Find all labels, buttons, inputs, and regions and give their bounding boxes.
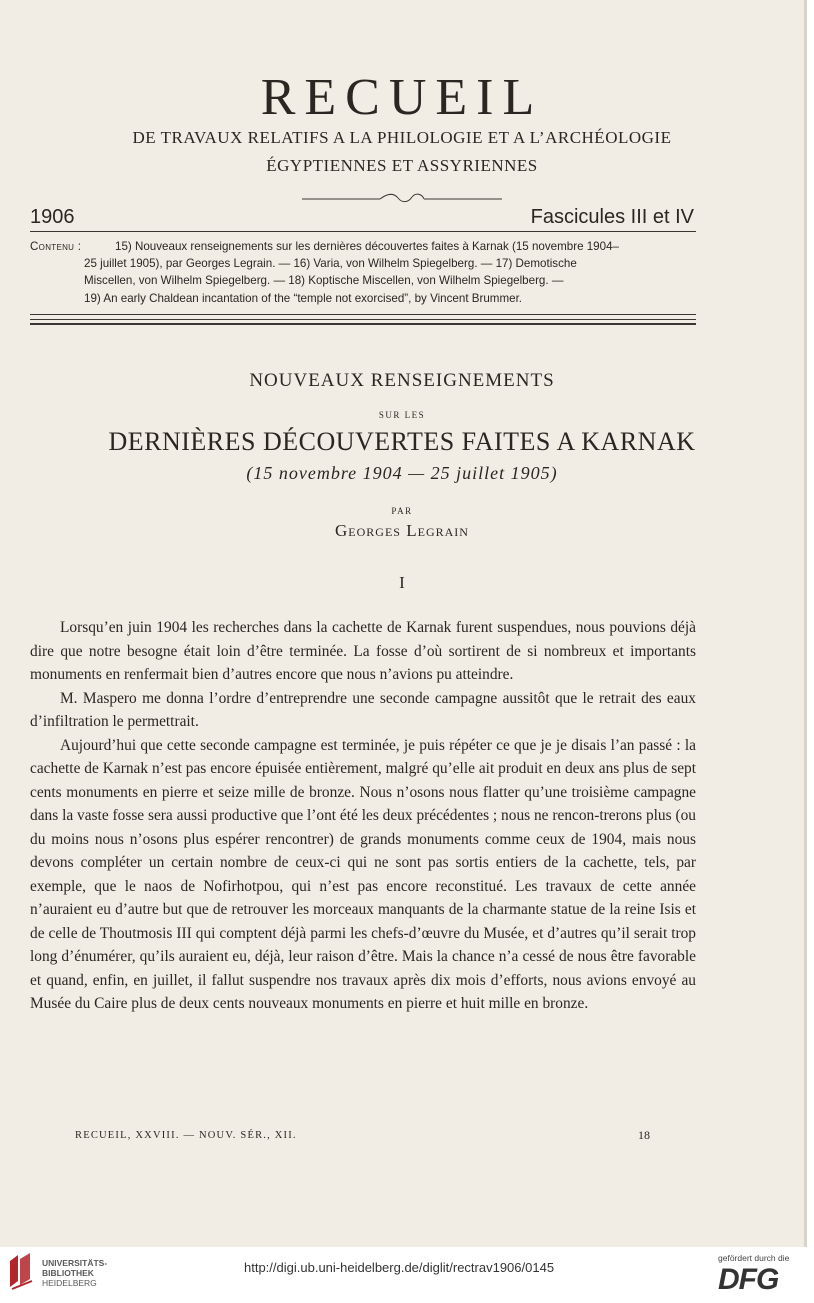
contents-label: Contenu : [30, 240, 82, 253]
article-by: PAR [391, 506, 413, 516]
journal-subtitle-line1: DE TRAVAUX RELATIFS A LA PHILOLOGIE ET A L’ARCHÉOLOGIE [132, 128, 672, 147]
university-library-name: UNIVERSITÄTS- BIBLIOTHEK HEIDELBERG [42, 1258, 108, 1288]
paragraph: Lorsqu’en juin 1904 les recherches dans la cachette de Karnak furent suspendues, nous pouvions déjà dire que notre besogne était loin d’être terminée. La fosse d’où sortirent de si nombreux et importants monuments en renfermait bien d’autres encore que nous n’avions pu atteindre. [30, 619, 696, 683]
contents-rule-bottom [30, 323, 696, 325]
funding-note: gefördert durch die [718, 1253, 790, 1263]
contents-line: 19) An early Chaldean incantation of the “temple not exorcised”, by Vincent Brummer. [84, 291, 523, 305]
university-library-logo-icon[interactable] [6, 1251, 36, 1291]
contents-rule-mid [30, 319, 696, 320]
article-author: Georges Legrain [335, 521, 469, 540]
table-of-contents [30, 238, 700, 307]
article-body [30, 616, 696, 1016]
running-footer: RECUEIL, XXVIII. — NOUV. SÉR., XII. [75, 1130, 297, 1141]
contents-line: 15) Nouveaux renseignements sur les dernières découvertes faites à Karnak (15 novembre 1904– [115, 240, 619, 253]
ornament-divider [302, 189, 502, 209]
contents-line: Miscellen, von Wilhelm Spiegelberg. — 18) Koptische Miscellen, von Wilhelm Spiegelberg. — [84, 274, 564, 288]
article-dates: (15 novembre 1904 — 25 juillet 1905) [246, 463, 558, 483]
issue-year: 1906 [30, 206, 75, 228]
journal-subtitle-line2: ÉGYPTIENNES ET ASSYRIENNES [266, 156, 538, 175]
issue-fascicules: Fascicules III et IV [530, 206, 694, 228]
paragraph: M. Maspero me donna l’ordre d’entreprendre une seconde campagne aussitôt que le retrait des eaux d’infiltration le permettrait. [30, 689, 696, 730]
article-connector: SUR LES [378, 410, 426, 420]
section-number: I [399, 573, 405, 592]
journal-title: RECUEIL [260, 69, 544, 126]
digitization-bar [0, 1248, 814, 1303]
contents-line: 25 juillet 1905), par Georges Legrain. — 16) Varia, von Wilhelm Spiegelberg. — 17) Demotische [84, 257, 577, 271]
paragraph: Aujourd’hui que cette seconde campagne est terminée, je puis répéter ce que je je disais l’an passé : la cachette de Karnak n’est pas encore épuisée entièrement, malgré qu’elle ait produit en deux ans plus de sept cents monuments en pierre et seize mille de bronze. Nous n’osons nous flatter qu’une troisième campagne dans la vaste fosse sera aussi productive que l’ont été les deux précédentes ; nous ne rencon-trerons plus (ou du moins nous n’osons plus espérer rencontrer) de grands monuments comme ceux de 1904, mais nous devons compléter un certain nombre de ceux-ci qui ne sont pas sortis entiers de la cachette, tels, par exemple, que le naos de Nofirhotpou, qui n’est pas encore reconstitué. Les travaux de cette année n’auraient eu d’autre but que de retrouver les morceaux manquants de la charmante statue de la reine Isis et de celle de Thoutmosis III qui comptent déjà parmi les chefs-d’œuvre du Musée, et d’autres qu’il serait trop long d’énumérer, qu’ils auraient eu, déjà, leur raison d’être. Mais la chance n’a cessé de nous être favorable et quand, enfin, en juillet, il fallut suspendre nos travaux après dix mois d’efforts, nous avions envoyé au Musée du Caire plus de deux cents nouveaux monuments en pierre et huit mille en bronze. [30, 736, 696, 1012]
article-heading-main: DERNIÈRES DÉCOUVERTES FAITES A KARNAK [108, 427, 696, 456]
permalink[interactable]: http://digi.ub.uni-heidelberg.de/diglit/rectrav1906/0145 [244, 1260, 555, 1275]
dfg-logo[interactable]: DFG [718, 1263, 779, 1296]
article-heading: NOUVEAUX RENSEIGNEMENTS [249, 370, 555, 391]
page-number: 18 [638, 1128, 650, 1142]
header-rule [30, 231, 696, 232]
contents-rule-top [30, 314, 696, 315]
